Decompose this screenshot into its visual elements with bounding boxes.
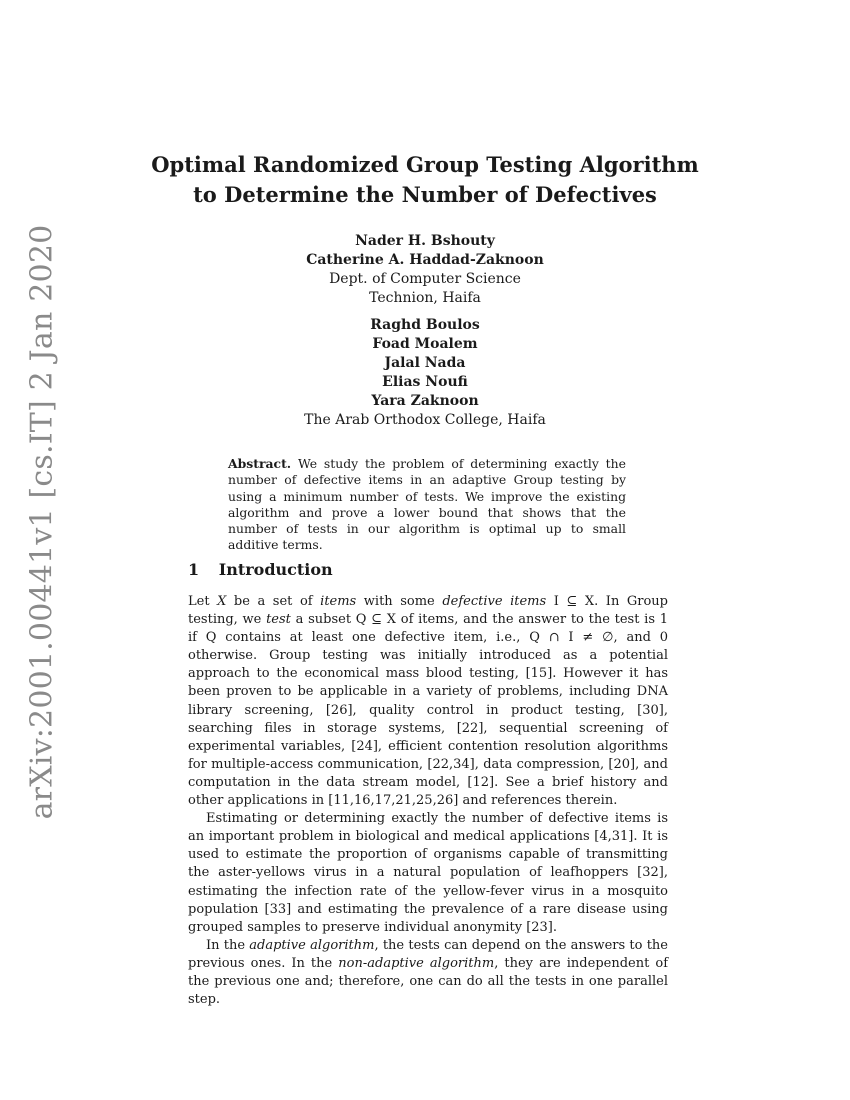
- paragraph: [188, 810, 668, 937]
- text-run: In the: [206, 937, 250, 953]
- text-run: Estimating or determining exactly the number of defective items is an important problem in biological and medical applications [4,31]. It is used to estimate the proportion of organisms capable of transmitting the aster-yellows virus in a natural population of leafhoppers [32], estimating the infection rate of the yellow-fever virus in a mosquito population [33] and estimating the prevalence of a rare disease using grouped samples to preserve individual anonymity [23].: [188, 811, 668, 935]
- arxiv-identifier: arXiv:2001.00441v1 [cs.IT] 2 Jan 2020: [24, 224, 60, 820]
- text-run: I ⊆ X. In Group testing, we: [188, 594, 668, 628]
- author-name: Raghd Boulos: [370, 317, 480, 333]
- author-name: Catherine A. Haddad-Zaknoon: [306, 252, 544, 268]
- text-run: be a set of: [226, 594, 321, 609]
- author-group-college: [0, 316, 850, 430]
- affiliation-line: Dept. of Computer Science: [329, 271, 521, 287]
- emphasis: test: [266, 612, 291, 628]
- math-var: X: [217, 594, 227, 609]
- emphasis: adaptive algorithm: [249, 937, 375, 953]
- author-name: Elias Noufi: [382, 374, 468, 390]
- emphasis: defective items: [442, 594, 547, 609]
- title-line-2: to Determine the Number of Defectives: [193, 182, 657, 207]
- emphasis: items: [320, 594, 357, 609]
- abstract-text: We study the problem of determining exactly the number of defective items in an adaptive Group testing by using a minimum number of tests. We improve the existing algorithm and prove a lower bound that shows that the number of tests in our algorithm is optimal up to small additive terms.: [228, 456, 626, 553]
- text-run: a subset Q ⊆ X of items, and the answer to the test is 1 if Q contains at least one defective item, i.e., Q ∩ I ≠ ∅, and 0 otherwise. Group testing was initially introduced as a potential approach to the economical mass blood testing, [15]. However it has been proven to be applicable in a variety of problems, including DNA library screening, [26], quality control in product testing, [30], searching files in storage systems, [22], sequential screening of experimental variables, [24], efficient contention resolution algorithms for multiple-access communication, [22,34], data compression, [20], and computation in the data stream model, [12]. See a brief history and other applications in [11,16,17,21,25,26] and references therein.: [188, 612, 668, 809]
- author-name: Foad Moalem: [372, 336, 478, 352]
- affiliation-line: The Arab Orthodox College, Haifa: [304, 412, 546, 428]
- author-name: Nader H. Bshouty: [355, 233, 495, 249]
- abstract-label: Abstract.: [228, 456, 292, 471]
- text-run: , they are independent of the previous one and; therefore, one can do all the tests in one parallel step.: [188, 955, 669, 1008]
- paragraph: [188, 593, 668, 810]
- paragraph: [188, 937, 668, 1009]
- text-run: Let: [188, 594, 218, 609]
- section-number: 1: [188, 560, 200, 579]
- introduction-body: [188, 593, 668, 1009]
- author-group-technion: [0, 232, 850, 308]
- abstract: [228, 456, 626, 554]
- text-run: , the tests can depend on the answers to the previous ones. In the: [188, 937, 668, 971]
- paper-title: [0, 150, 850, 210]
- author-name: Jalal Nada: [384, 355, 466, 371]
- section-heading: [188, 560, 333, 579]
- author-name: Yara Zaknoon: [371, 393, 479, 409]
- title-line-1: Optimal Randomized Group Testing Algorithm: [151, 152, 699, 177]
- emphasis: non-adaptive algorithm: [338, 955, 495, 971]
- affiliation-line: Technion, Haifa: [369, 290, 481, 306]
- text-run: with some: [356, 594, 443, 609]
- section-title: Introduction: [218, 560, 333, 579]
